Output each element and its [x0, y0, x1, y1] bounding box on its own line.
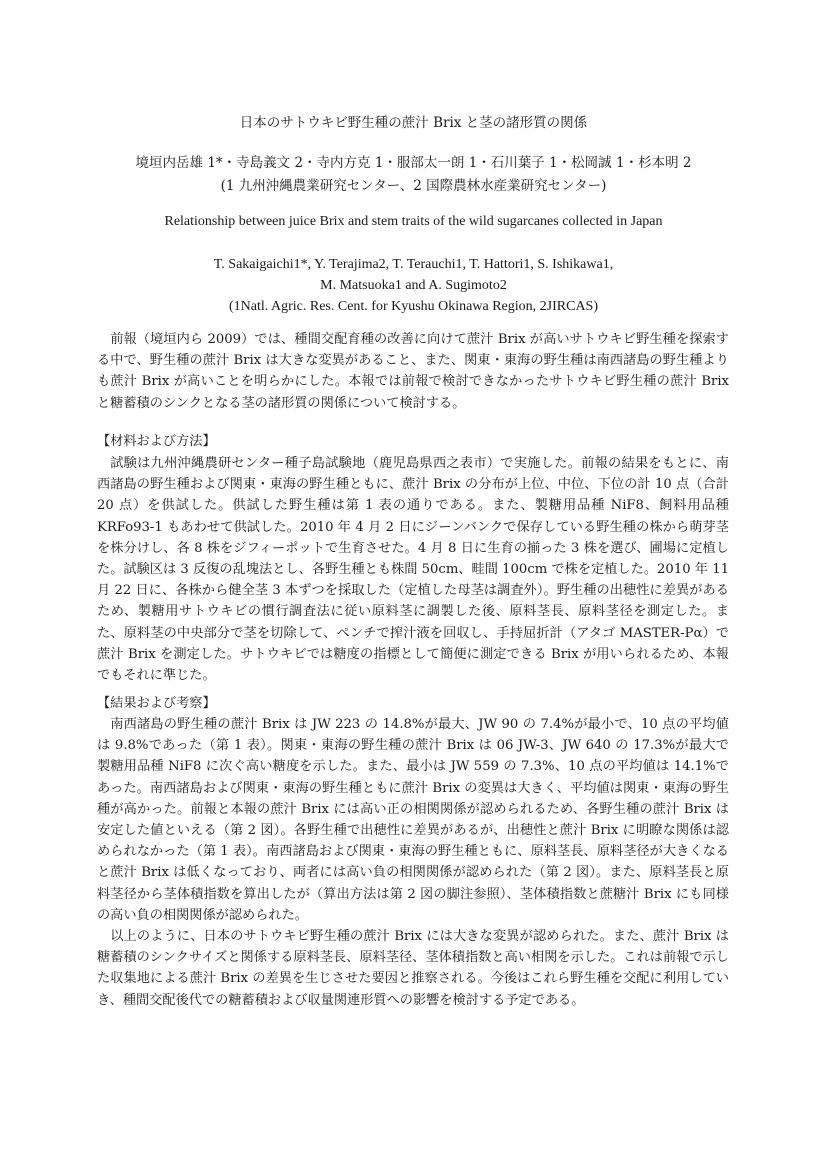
- authors-en-block: [0, 254, 827, 317]
- section-results: [97, 714, 729, 1011]
- authors-ja-block: [0, 152, 827, 198]
- section-results-heading: 【結果および考察】: [97, 696, 216, 711]
- results-paragraph-1: 南西諸島の野生種の蔗汁 Brix は JW 223 の 14.8%が最大、JW 90 の 7.4%が最小で、10 点の平均値は 9.8%であった（第 1 表）。関東・東海の野生種の蔗汁 Brix は 06 JW-3、JW 640 の 17.3%が最大で製糖用品種 NiF8 に次ぐ高い糖度を示した。また、最小は JW 559 の 7.3%、10 点の平均値は 14.1%であった。南西諸島および関東・東海の野生種ともに蔗汁 Brix の変異は大きく、平均値は関東・東海の野生種が高かった。前報と本報の蔗汁 Brix には高い正の相関関係が認められるため、各野生種の蔗汁 Brix は安定した値といえる（第 2 図）。各野生種で出穂性に差異があるが、出穂性と蔗汁 Brix に明瞭な関係は認められなかった（第 1 表）。南西諸島および関東・東海の野生種ともに、原料茎長、原料茎径が大きくなると蔗汁 Brix は低くなっており、両者には高い負の相関関係が認められた（第 2 図）。また、原料茎長と原料茎径から茎体積指数を算出したが（算出方法は第 2 図の脚注参照）、茎体積指数と蔗糖汁 Brix にも同様の高い負の相関関係が認められた。: [97, 717, 729, 923]
- section-methods-heading-wrap: [97, 431, 729, 452]
- introduction: [97, 329, 729, 414]
- section-results-heading-wrap: [97, 693, 729, 714]
- authors-en-line1: T. Sakaigaichi1*, Y. Terajima2, T. Terauchi1, T. Hattori1, S. Ishikawa1,: [213, 257, 614, 272]
- section-methods-heading: 【材料および方法】: [97, 434, 216, 449]
- intro-paragraph: 前報（境垣内ら 2009）では、種間交配育種の改善に向けて蔗汁 Brix が高いサトウキビ野生種を探索する中で、野生種の蔗汁 Brix は大きな変異があること、また、関東・東海の野生種は南西諸島の野生種よりも蔗汁 Brix が高いことを明らかにした。本報では前報で検討できなかったサトウキビ野生種の蔗汁 Brix と糖蓄積のシンクとなる茎の諸形質の関係について検討する。: [97, 332, 729, 411]
- affiliations-ja: (1 九州沖縄農業研究センター、2 国際農林水産業研究センター): [220, 178, 607, 194]
- authors-en-line2: M. Matsuoka1 and A. Sugimoto2: [320, 278, 507, 293]
- results-paragraph-2: 以上のように、日本のサトウキビ野生種の蔗汁 Brix には大きな変異が認められた。また、蔗汁 Brix は糖蓄積のシンクサイズと関係する原料茎長、原料茎径、茎体積指数と高い相関を示した。これは前報で示した収集地による蔗汁 Brix の差異を生じさせた要因と推察される。今後はこれら野生種を交配に利用していき、種間交配後代での糖蓄積および収量関連形質への影響を検討する予定である。: [97, 929, 729, 1008]
- methods-paragraph: 試験は九州沖縄農研センター種子島試験地（鹿児島県西之表市）で実施した。前報の結果をもとに、南西諸島の野生種および関東・東海の野生種ともに、蔗汁 Brix の分布が上位、中位、下位の計 10 点（合計 20 点）を供試した。供試した野生種は第 1 表の通りである。また、製糖用品種 NiF8、飼料用品種 KRFo93-1 もあわせて供試した。2010 年 4 月 2 日にジーンバンクで保存している野生種の株から萌芽茎を株分けし、各 8 株をジフィーポットで生育させた。4 月 8 日に生育の揃った 3 株を選び、圃場に定植した。試験区は 3 反復の乱塊法とし、各野生種とも株間 50cm、畦間 100cm で株を定植した。2010 年 11 月 22 日に、各株から健全茎 3 本ずつを採取した（定植した母茎は調査外）。野生種の出穂性に差異があるため、製糖用サトウキビの慣行調査法に従い原料茎に調製した後、原料茎長、原料茎径を測定した。また、原料茎の中央部分で茎を切除して、ペンチで搾汁液を回収し、手持屈折計（アタゴ MASTER-Pα）で蔗汁 Brix を測定した。サトウキビでは糖度の指標として簡便に測定できる Brix が用いられるため、本報でもそれに準じた。: [97, 456, 729, 684]
- title-en: Relationship between juice Brix and stem traits of the wild sugarcanes collected in Japan: [164, 214, 663, 229]
- title-ja: 日本のサトウキビ野生種の蔗汁 Brix と茎の諸形質の関係: [239, 115, 588, 131]
- authors-ja: 境垣内岳雄 1*・寺島義文 2・寺内方克 1・服部太一朗 1・石川葉子 1・松岡誠 1・杉本明 2: [135, 155, 692, 171]
- affiliations-en: (1Natl. Agric. Res. Cent. for Kyushu Okinawa Region, 2JIRCAS): [228, 299, 599, 314]
- section-methods: [97, 453, 729, 686]
